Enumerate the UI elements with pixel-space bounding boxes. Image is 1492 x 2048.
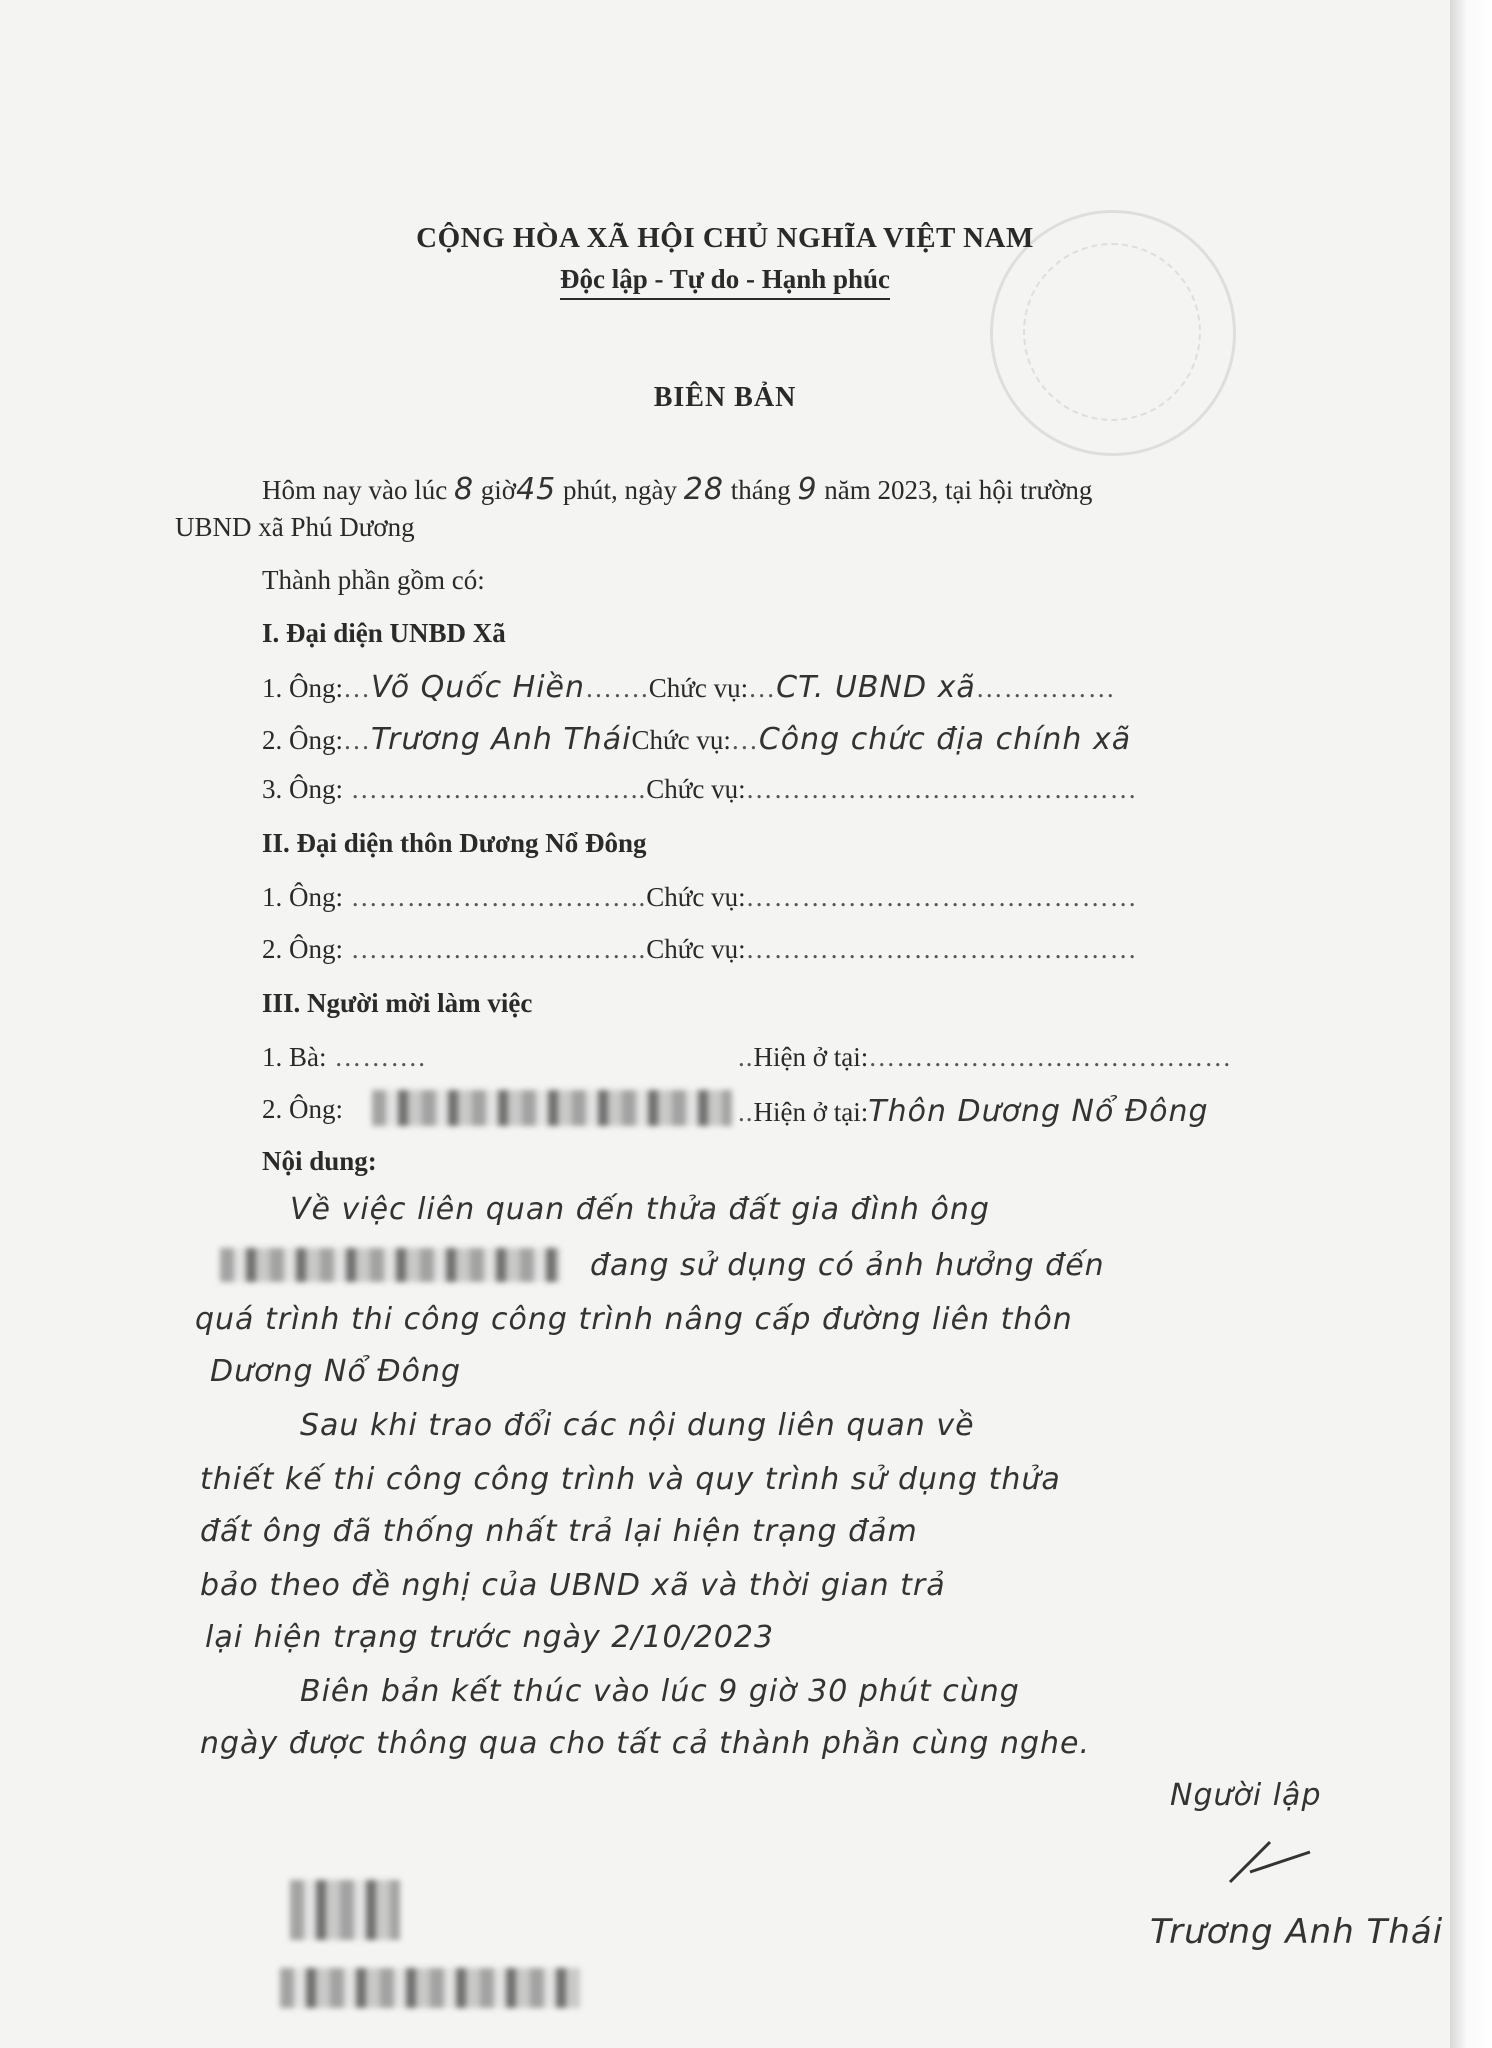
section3-row-2: 2. Ông: <box>262 1094 343 1124</box>
section2-row-1: 1. Ông: …………………………..Chức vụ:…………………………………… <box>262 882 1138 912</box>
page-edge <box>1450 0 1492 2048</box>
content-line: đang sử dụng có ảnh hưởng đến <box>590 1248 1105 1283</box>
signature-mark <box>1210 1832 1320 1892</box>
section1-row-2-role: Công chức địa chính xã <box>758 722 1132 757</box>
content-heading: Nội dung: <box>262 1146 377 1176</box>
redacted-mark <box>290 1880 400 1940</box>
intro-minute: 45 <box>516 472 557 507</box>
section3-row-1: 1. Bà: ………. <box>262 1042 426 1072</box>
redacted-name <box>372 1090 732 1126</box>
content-line: bảo theo đề nghị của UBND xã và thời gian trả <box>200 1568 946 1603</box>
section1-heading: I. Đại diện UNBD Xã <box>262 618 506 648</box>
intro-line-2: UBND xã Phú Dương <box>175 512 415 542</box>
signer-role: Người lập <box>1170 1778 1322 1813</box>
section3-row-2-address-value: Thôn Dương Nổ Đông <box>868 1094 1209 1129</box>
intro-month: 9 <box>797 472 818 507</box>
section3-heading: III. Người mời làm việc <box>262 988 533 1018</box>
redacted-owner <box>220 1248 560 1282</box>
section2-row-2: 2. Ông: …………………………..Chức vụ:…………………………………… <box>262 934 1138 964</box>
composition-label: Thành phần gồm có: <box>262 565 485 595</box>
section1-row-1-name: Võ Quốc Hiền <box>371 670 586 705</box>
section2-heading: II. Đại diện thôn Dương Nổ Đông <box>262 828 647 858</box>
signer-name: Trương Anh Thái <box>1150 1912 1444 1952</box>
document-title: BIÊN BẢN <box>653 382 797 413</box>
section1-row-2-name: Trương Anh Thái <box>371 722 632 757</box>
section1-row-1: 1. Ông:…Võ Quốc Hiền…….Chức vụ:…CT. UBND xã…………… <box>262 670 1116 705</box>
intro-line-1: Hôm nay vào lúc 8 giờ45 phút, ngày 28 tháng 9 năm 2023, tại hội trường <box>262 472 1093 507</box>
content-line: Sau khi trao đổi các nội dung liên quan về <box>300 1408 975 1443</box>
section1-row-3: 3. Ông: …………………………..Chức vụ:…………………………………… <box>262 774 1138 804</box>
section1-row-2: 2. Ông:…Trương Anh TháiChức vụ:…Công chức địa chính xã <box>262 722 1132 757</box>
content-line: lại hiện trạng trước ngày 2/10/2023 <box>205 1620 775 1655</box>
content-line: thiết kế thi công công trình và quy trình sử dụng thửa <box>200 1462 1061 1497</box>
section3-row-1-address: ..Hiện ở tại:………………………………… <box>738 1042 1233 1072</box>
content-line: đất ông đã thống nhất trả lại hiện trạng đảm <box>200 1514 918 1549</box>
content-line: Dương Nổ Đông <box>210 1354 462 1389</box>
section3-row-2-address: ..Hiện ở tại:Thôn Dương Nổ Đông <box>738 1094 1209 1129</box>
redacted-mark <box>280 1968 580 2008</box>
intro-day: 28 <box>683 472 724 507</box>
national-title: CỘNG HÒA XÃ HỘI CHỦ NGHĨA VIỆT NAM <box>416 222 1034 254</box>
motto: Độc lập - Tự do - Hạnh phúc <box>0 264 1450 295</box>
content-line: Biên bản kết thúc vào lúc 9 giờ 30 phút cùng <box>300 1674 1020 1709</box>
section1-row-1-role: CT. UBND xã <box>776 670 976 705</box>
intro-hour: 8 <box>453 472 475 507</box>
content-line: Về việc liên quan đến thửa đất gia đình ông <box>290 1192 990 1227</box>
content-line: ngày được thông qua cho tất cả thành phần cùng nghe. <box>200 1726 1091 1761</box>
content-line: quá trình thi công công trình nâng cấp đường liên thôn <box>195 1302 1073 1337</box>
